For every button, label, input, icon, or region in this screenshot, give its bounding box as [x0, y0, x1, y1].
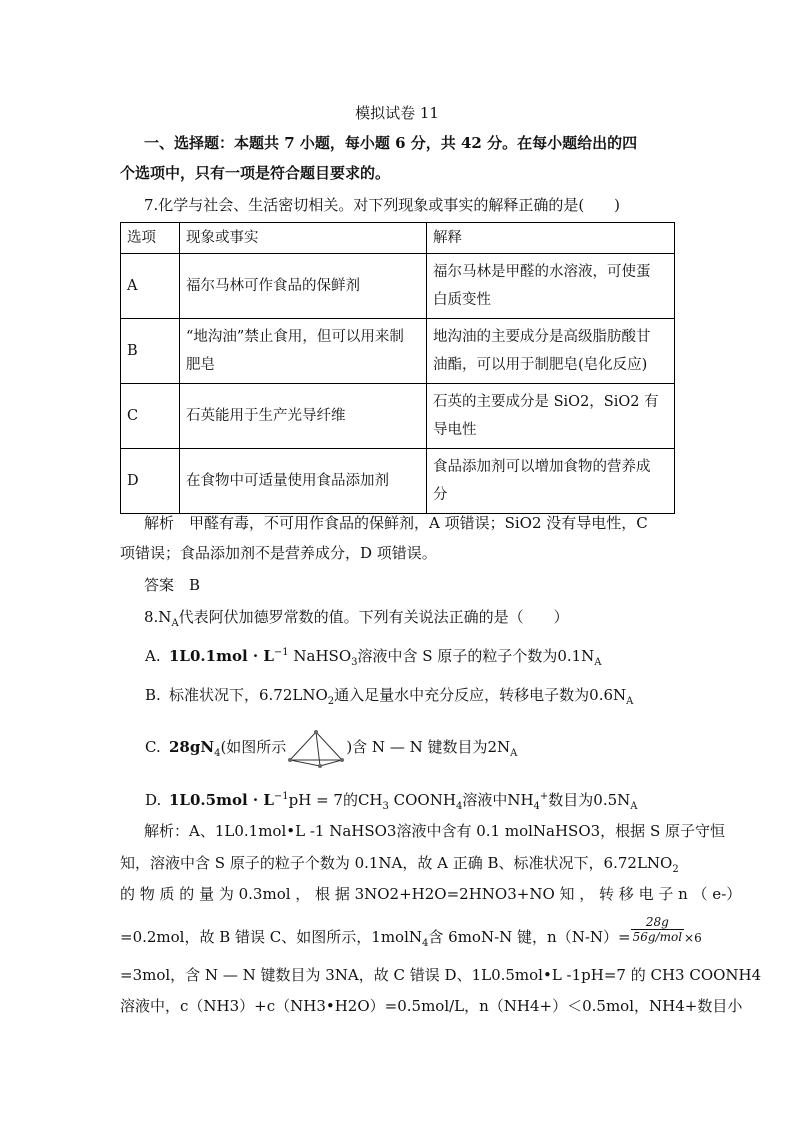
q8-stem: $8.N_A$代表阿伏加德罗常数的值。下列有关说法正确的是（ ）: [144, 608, 569, 629]
q7-answer: 答案 B: [144, 576, 201, 594]
q8-analysis-line3: 的 物 质 的 量 为 0.3mol ， 根 据 3NO2+H2O=2HNO3+NO 知 ， 转 移 电 子 n （ e-）: [120, 885, 742, 903]
q8-option-b: B. 标准状况下，$6.72LNO_2$通入足量水中充分反应，转移电子数为$0.6N_A$: [145, 686, 634, 707]
q7-analysis-line1: 解析 甲醛有毒，不可用作食品的保鲜剂，A 项错误；SiO2 没有导电性，C: [144, 514, 648, 532]
q7-analysis-line2: 项错误；食品添加剂不是营养成分，D 项错误。: [120, 544, 437, 562]
tetrahedron-diagram: [286, 728, 346, 768]
row-fact: 福尔马林可作食品的保鲜剂: [180, 254, 427, 319]
row-option: A: [121, 254, 180, 319]
row-explain: 福尔马林是甲醛的水溶液，可使蛋 白质变性: [427, 254, 675, 319]
q8-option-a: A. $1L0.1mol \cdot L^{-1}$ NaHSO$_3$溶液中含 S 原子的粒子个数为$0.1N_A$: [145, 647, 602, 668]
table-header-fact: 现象或事实: [180, 223, 427, 254]
section-heading-line2: 个选项中，只有一项是符合题目要求的。: [120, 164, 391, 182]
table-row: [121, 384, 675, 449]
table-header-explain: 解释: [427, 223, 675, 254]
row-explain: 食品添加剂可以增加食物的营养成 分: [427, 449, 675, 514]
q8-analysis-line6: 溶液中，c（NH3）+c（NH3•H2O）=0.5mol/L，n（NH4+）＜0.5mol，NH4+数目小: [120, 997, 743, 1015]
q7-table: [120, 222, 675, 514]
q8-analysis-line5: =3mol，含 N — N 键数目为 3NA，故 C 错误 D、1L0.5mol•L -1pH=7 的 CH3 COONH4: [120, 966, 762, 984]
row-fact: 石英能用于生产光导纤维: [180, 384, 427, 449]
q7-stem: 7.化学与社会、生活密切相关。对下列现象或事实的解释正确的是( ): [144, 196, 621, 214]
row-fact: 在食物中可适量使用食品添加剂: [180, 449, 427, 514]
row-option: C: [121, 384, 180, 449]
table-row: [121, 254, 675, 319]
row-explain: 石英的主要成分是 SiO2，SiO2 有 导电性: [427, 384, 675, 449]
table-row: [121, 449, 675, 514]
row-fact: “地沟油”禁止食用，但可以用来制 肥皂: [180, 319, 427, 384]
row-option: D: [121, 449, 180, 514]
table-header-row: [121, 223, 675, 254]
q8-option-d: D. $1L0.5mol \cdot L^{-1}pH = 7$的$CH_3$ $COONH_4$溶液中$NH_4^+$数目为$0.5N_A$: [145, 791, 638, 812]
fraction: $\frac{28g}{\text{56g/mol}}$: [632, 914, 683, 944]
section-heading-line1: 一、选择题：本题共 7 小题，每小题 6 分，共 42 分。在每小题给出的四: [144, 134, 638, 152]
table-row: [121, 319, 675, 384]
q8-analysis-line2: 知，溶液中含 S 原子的粒子个数为 0.1NA，故 A 正确 B、标准状况下，$6.72LNO_2$: [120, 854, 679, 875]
row-explain: 地沟油的主要成分是高级脂肪酸甘 油酯，可以用于制肥皂(皂化反应): [427, 319, 675, 384]
q8-option-c: C. $28gN_4$(如图所示 )含 N — N 键数目为$2N_A$: [145, 736, 517, 765]
row-option: B: [121, 319, 180, 384]
q8-analysis-line4: =0.2mol，故 B 错误 C、如图所示，1molN$_4$含 6moN-N 键，n（N-N）= $\frac{28g}{\text{56g/mol}}$ ×6: [120, 914, 702, 949]
page-title: 模拟试卷 11: [355, 104, 439, 122]
table-header-option: 选项: [121, 223, 180, 254]
q8-analysis-line1: 解析：A、1L0.1mol•L -1 NaHSO3溶液中含有 0.1 molNaHSO3，根据 S 原子守恒: [144, 822, 725, 840]
